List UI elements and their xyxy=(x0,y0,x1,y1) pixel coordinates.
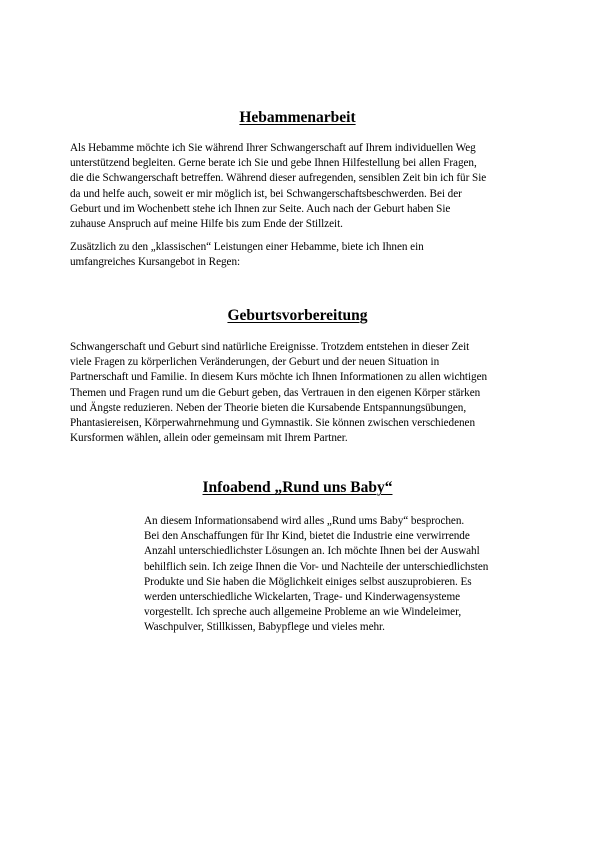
text-line: viele Fragen zu körperlichen Veränderungen, der Geburt und der neuen Situation in xyxy=(70,356,440,369)
text-line: werden unterschiedliche Wickelarten, Trage- und Kinderwagensysteme xyxy=(144,591,461,604)
text-line: Partnerschaft und Familie. In diesem Kurs möchte ich Ihnen Informationen zu allen wichtigen xyxy=(70,371,488,384)
text-line: umfangreiches Kursangebot in Regen: xyxy=(70,256,241,269)
text-line: Geburt und im Wochenbett stehe ich Ihnen zur Seite. Auch nach der Geburt haben Sie xyxy=(70,202,451,215)
paragraph-hebammenarbeit-kursangebot xyxy=(70,240,530,270)
paragraph-infoabend xyxy=(144,514,544,636)
text-line: An diesem Informationsabend wird alles „Rund ums Baby“ besprochen. xyxy=(144,515,465,527)
heading-hebammenarbeit: Hebammenarbeit xyxy=(239,109,356,126)
text-line: Kursformen wählen, allein oder gemeinsam mit Ihrem Partner. xyxy=(70,432,348,445)
text-line: Schwangerschaft und Geburt sind natürliche Ereignisse. Trotzdem entstehen in dieser Zeit xyxy=(70,341,470,353)
text-line: und Ängste reduzieren. Neben der Theorie bieten die Kursabende Entspannungsübungen, xyxy=(70,401,467,414)
paragraph-geburtsvorbereitung xyxy=(70,340,530,446)
text-line: Als Hebamme möchte ich Sie während Ihrer Schwangerschaft auf Ihrem individuellen Weg xyxy=(70,142,476,154)
heading-geburtsvorbereitung: Geburtsvorbereitung xyxy=(227,307,368,324)
text-line: Themen und Fragen rund um die Geburt geben, das Vertrauen in den eigenen Körper stärken xyxy=(70,386,481,399)
text-line: Produkte und Sie haben die Möglichkeit einiges selbst auszuprobieren. Es xyxy=(144,575,472,588)
paragraph-hebammenarbeit-intro xyxy=(70,141,530,232)
text-line: da und helfe auch, soweit er mir möglich ist, bei Schwangerschaftsbeschwerden. Bei der xyxy=(70,187,462,200)
text-line: unterstützend begleiten. Gerne berate ich Sie und gebe Ihnen Hilfestellung bei allen Fragen, xyxy=(70,157,477,170)
text-line: Waschpulver, Stillkissen, Babypflege und vieles mehr. xyxy=(144,621,385,634)
heading-infoabend: Infoabend „Rund uns Baby“ xyxy=(202,479,393,496)
text-line: Phantasiereisen, Körperwahrnehmung und Gymnastik. Sie können zwischen verschiedenen xyxy=(70,417,476,430)
text-line: zuhause Anspruch auf meine Hilfe bis zum Ende der Stillzeit. xyxy=(70,218,343,231)
text-line: Anzahl unterschiedlichster Lösungen an. Ich möchte Ihnen bei der Auswahl xyxy=(144,545,480,558)
text-line: die die Schwangerschaft betreffen. Während dieser aufregenden, sensiblen Zeit bin ich für Sie xyxy=(70,172,487,185)
text-line: Zusätzlich zu den „klassischen“ Leistungen einer Hebamme, biete ich Ihnen ein xyxy=(70,241,424,253)
text-line: Bei den Anschaffungen für Ihr Kind, bietet die Industrie eine verwirrende xyxy=(144,530,470,543)
text-line: vorgestellt. Ich spreche auch allgemeine Probleme an wie Windeleimer, xyxy=(144,606,462,619)
text-line: behilflich sein. Ich zeige Ihnen die Vor- und Nachteile der unterschiedlichsten xyxy=(144,560,489,573)
